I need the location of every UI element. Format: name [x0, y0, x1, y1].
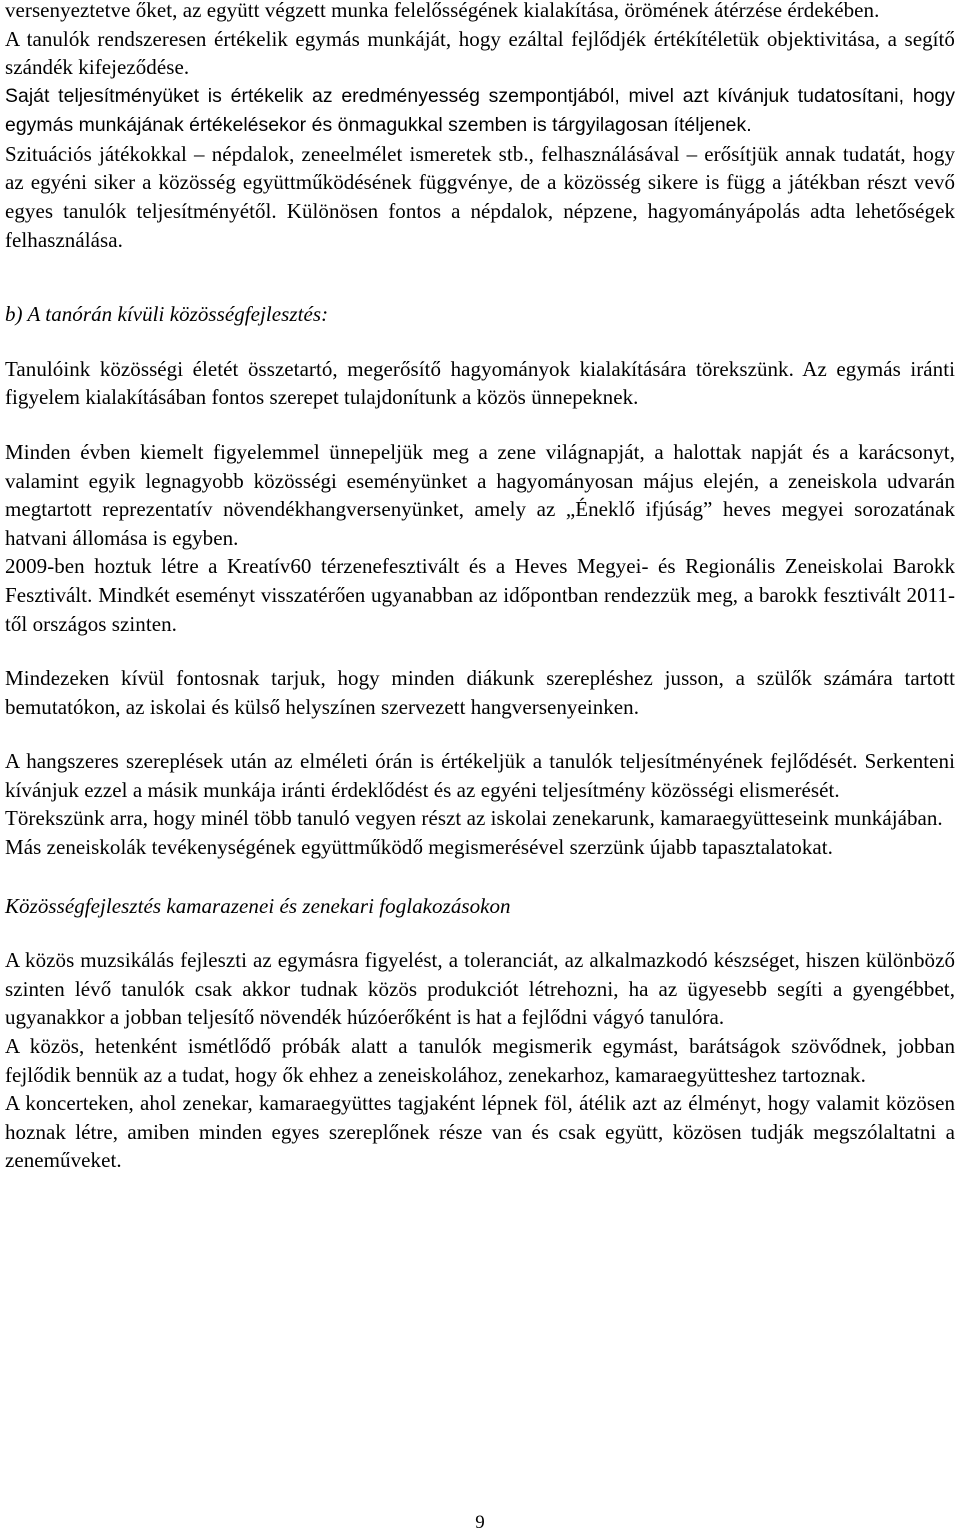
document-page: [5, 0, 955, 1175]
section-b-heading: b) A tanórán kívüli közösségfejlesztés:: [5, 302, 329, 327]
section-c-paragraph-rehearsals: A közös, hetenként ismétlődő próbák alatt a tanulók megismerik egymást, barátságok szövődnek, jobban fejlődik bennük az a tudat, hogy ők ehhez a zeneiskolához, zenekarhoz, kamaraegyütteshez tartoznak.: [5, 1034, 955, 1087]
section-b-paragraph-performances: Mindezeken kívül fontosnak tarjuk, hogy minden diákunk szerepléshez jusson, a szülők számára tartott bemutatókon, az iskolai és külső helyszínen szervezett hangversenyeinken.: [5, 666, 955, 719]
paragraph-situational-games: Szituációs játékokkal – népdalok, zeneelmélet ismeretek stb., felhasználásával – erősítjük annak tudatát, hogy az egyéni siker a közösség együttműködésének függvénye, de a közösség sikere is függ a játékban részt vevő egyes tanulók teljesítményétől. Különösen fontos a népdalok, népzene, hagyományápolás adta lehetőségek felhasználása.: [5, 141, 955, 252]
page-number: 9: [475, 1512, 485, 1533]
section-b-paragraph-celebrations: Minden évben kiemelt figyelemmel ünnepeljük meg a zene világnapját, a halottak napját és a karácsonyt, valamint egyik legnagyobb közösségi eseményünket a hagyományosan május elején, a zeneiskola udvarán megtartott reprezentatív növendékhangversenyünket, amely az „Éneklő ifjúság” heves megyei sorozatának hatvani állomása is egyben.: [5, 439, 955, 550]
paragraph-peer-evaluation: A tanulók rendszeresen értékelik egymás munkáját, hogy ezáltal fejlődjék értékítéletük objektivitása, a segítő szándék kifejeződése.: [5, 26, 955, 80]
top-block: [5, 0, 955, 254]
section-b-paragraph-other-schools: Más zeneiskolák tevékenységének együttműködő megismerésével szerzünk újabb tapasztalatokat.: [5, 835, 833, 860]
paragraph-continuation: versenyeztetve őket, az együtt végzett munka felelősségének kialakítása, örömének átérzése érdekében.: [5, 0, 880, 22]
section-c-paragraph-concerts: A koncerteken, ahol zenekar, kamaraegyüttes tagjaként lépnek föl, átélik azt az élményt, hogy valamit közösen hoznak létre, amiben minden egyes szereplőnek része van és csak együtt, közösen tudják megszólaltatni a zeneműveket.: [5, 1091, 955, 1173]
section-b-paragraph-festivals: 2009-ben hoztuk létre a Kreatív60 térzenefesztivált és a Heves Megyei- és Regionális Zeneiskolai Barokk Fesztivált. Mindkét eseményt visszatérően ugyanabban az időpontban rendezzük meg, a barokk fesztivált 2011-től országos szinten.: [5, 554, 955, 636]
section-b-paragraph-evaluation: A hangszeres szereplések után az elméleti órán is értékeljük a tanulók teljesítményének fejlődését. Serkenteni kívánjuk ezzel a másik munkája iránti érdeklődést és az egyéni teljesítmény közösségi elismerését.: [5, 749, 955, 802]
paragraph-self-evaluation: Saját teljesítményüket is értékelik az eredményesség szempontjából, mivel azt kívánjuk tudatosítani, hogy egymás munkájának értékelésekor és önmagukkal szemben is tárgyilagosan ítéljenek.: [5, 84, 955, 136]
section-c-paragraph-music-making: A közös muzsikálás fejleszti az egymásra figyelést, a toleranciát, az alkalmazkodó készséget, hiszen különböző szinten lévő tanulók csak akkor tudnak közös produkciót létrehozni, ha az ügyesebb segíti a gyengébbet, ugyanakkor a jobban teljesítő növendék húzóerőként is hat a fejlődni vágyó tanulóra.: [5, 948, 955, 1030]
section-b-paragraph-orchestra: Törekszünk arra, hogy minél több tanuló vegyen részt az iskolai zenekarunk, kamaraegyütteseink munkájában.: [5, 806, 943, 831]
section-b-paragraph-traditions: Tanulóink közösségi életét összetartó, megerősítő hagyományok kialakítására törekszünk. Az egymás iránti figyelem kialakításában fontos szerepet tulajdonítunk a közös ünnepeknek.: [5, 356, 955, 410]
section-c-heading: Közösségfejlesztés kamarazenei és zenekari foglakozásokon: [5, 893, 511, 918]
